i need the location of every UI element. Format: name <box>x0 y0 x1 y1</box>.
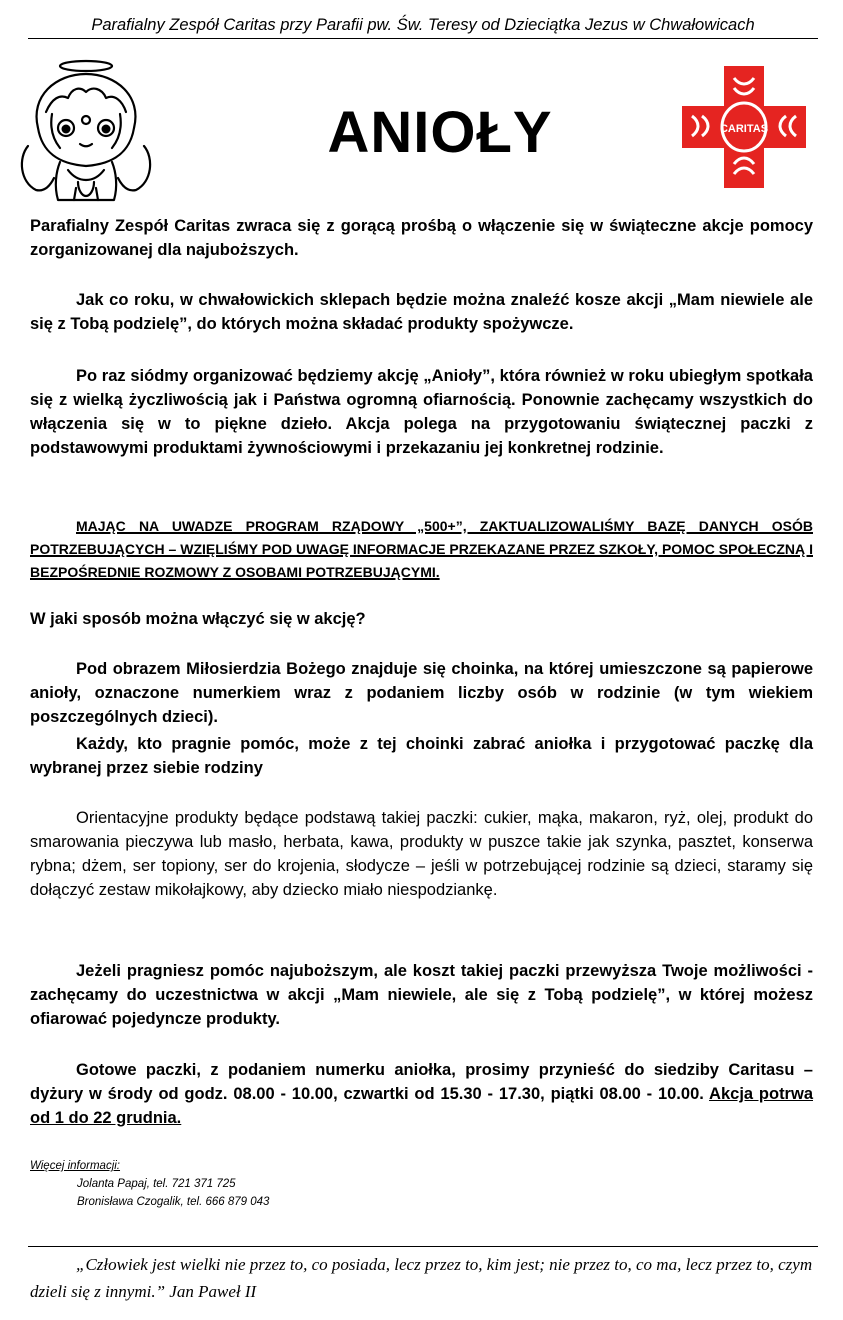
angels-action-paragraph: Po raz siódmy organizować będziemy akcję „Anioły”, która również w roku ubiegłym spotkała się z wielką życzliwością jak i Państwa ogromną ofiarnością. Ponownie zachęcamy wszystkich do włączenia się w to piękne dzieło. Akcja polega na przygotowaniu świątecznej paczki z podstawowymi produktami żywnościowymi i przekazaniu jej konkretnej rodzinie. <box>30 367 813 457</box>
section-question: W jaki sposób można włączyć się w akcję? <box>30 610 366 628</box>
notice-paragraph: MAJĄC NA UWADZE PROGRAM RZĄDOWY „500+”, ZAKTUALIZOWALIŚMY BAZĘ DANYCH OSÓB POTRZEBUJĄCYCH – WZIĘLIŚMY POD UWAGĘ INFORMACJE PRZEKAZANE PRZEZ SZKOŁY, POMOC SPOŁECZNĄ I BEZPOŚREDNIE ROZMOWY Z OSOBAMI POTRZEBUJĄCYMI. <box>30 518 813 580</box>
contact-person: Bronisława Czogalik, tel. 666 879 043 <box>77 1196 270 1208</box>
caritas-logo <box>680 64 808 190</box>
page-header: Parafialny Zespół Caritas przy Parafii pw. Św. Teresy od Dzieciątka Jezus w Chwałowicach <box>28 14 818 39</box>
contact-label: Więcej informacji: <box>30 1160 121 1172</box>
products-paragraph: Orientacyjne produkty będące podstawą takiej paczki: cukier, mąka, makaron, ryż, olej, produkt do smarowania pieczywa lub masło, herbata, kawa, produkty w puszce takie jak szynka, pasztet, konserwa rybna; dżem, ser topiony, ser do krojenia, słodycze – jeśli w potrzebującej rodzinie są dzieci, staramy się dołączyć zestaw mikołajkowy, aby dziecko miało niespodziankę. <box>30 809 813 899</box>
delivery-text: Gotowe paczki, z podaniem numerku aniołka, prosimy przynieść do siedziby Caritasu – dyżury w środy od godz. 08.00 - 10.00, czwartki od 15.30 - 17.30, piątki 08.00 - 10.00. <box>30 1061 813 1103</box>
baskets-paragraph: Jak co roku, w chwałowickich sklepach będzie można znaleźć kosze akcji „Mam niewiele ale się z Tobą podzielę”, do których można składać produkty spożywcze. <box>30 291 813 333</box>
angel-illustration <box>16 54 156 206</box>
intro-paragraph: Parafialny Zespół Caritas zwraca się z gorącą prośbą o włączenie się w świąteczne akcje pomocy zorganizowanej dla najuboższych. <box>30 217 813 259</box>
christmas-tree-paragraph: Pod obrazem Miłosierdzia Bożego znajduje się choinka, na której umieszczone są papierowe anioły, oznaczone numerkiem wraz z podaniem liczby osób w rodzinie (w tym wiekiem poszczególnych dzieci). <box>30 660 813 726</box>
take-angel-paragraph: Każdy, kto pragnie pomóc, może z tej choinki zabrać aniołka i przygotować paczkę dla wybranej przez siebie rodziny <box>30 735 813 777</box>
footer-quote: „Człowiek jest wielki nie przez to, co posiada, lecz przez to, kim jest; nie przez to, co ma, lecz przez to, czym dzieli się z innymi.” Jan Paweł II <box>30 1255 813 1301</box>
footer-divider <box>28 1246 818 1247</box>
page-title: ANIOŁY <box>327 100 553 165</box>
cost-paragraph: Jeżeli pragniesz pomóc najuboższym, ale koszt takiej paczki przewyższa Twoje możliwości - zachęcamy do uczestnictwa w akcji „Mam niewiele, ale się z Tobą podzielę”, w której możesz ofiarować pojedyncze produkty. <box>30 962 813 1028</box>
action-dates: Akcja potrwa od 1 do 22 grudnia. <box>30 1085 813 1127</box>
delivery-paragraph <box>30 1058 813 1130</box>
logo-text: CARITAS <box>719 123 769 135</box>
contact-person: Jolanta Papaj, tel. 721 371 725 <box>77 1178 236 1190</box>
